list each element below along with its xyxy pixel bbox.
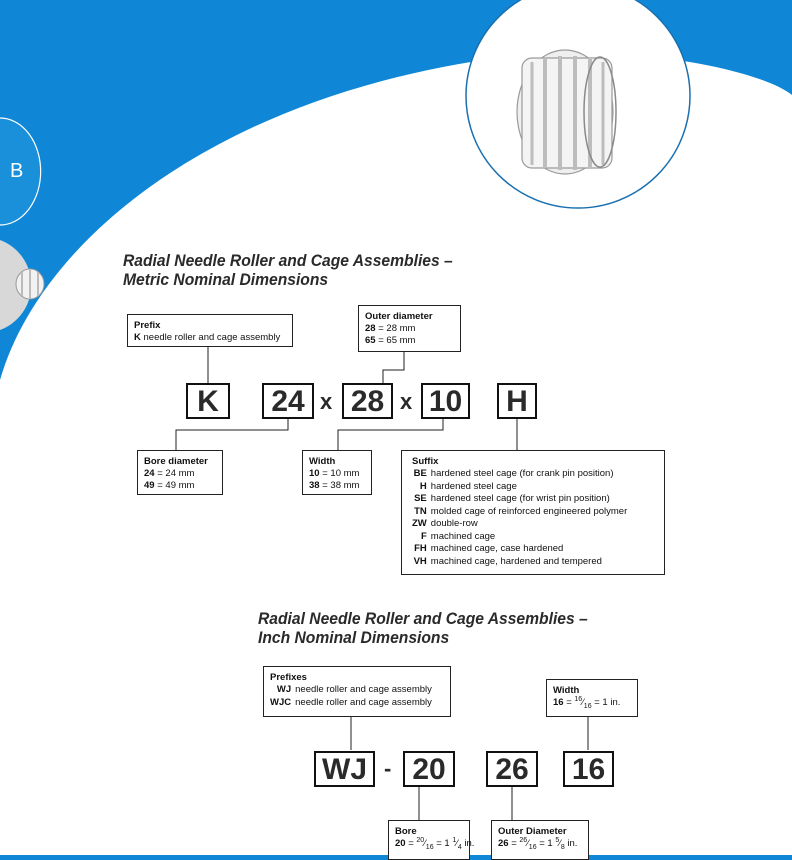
metric-title-line1: Radial Needle Roller and Cage Assemblies – xyxy=(123,251,453,270)
width-text-1: = 10 mm xyxy=(319,468,360,479)
metric-title-line2: Metric Nominal Dimensions xyxy=(123,270,329,289)
inch-width-eq: = xyxy=(563,697,575,708)
code-suffix-h: H xyxy=(497,383,537,419)
width-heading: Width xyxy=(309,456,336,467)
prefix-code: WJC xyxy=(270,696,292,708)
prefixes-list xyxy=(270,684,432,709)
inch-bore-unit: in. xyxy=(461,838,475,849)
code-width-16: 16 xyxy=(563,751,614,787)
prefix-row xyxy=(270,697,432,710)
outer-key-2: 65 xyxy=(365,335,376,346)
inch-bore-heading: Bore xyxy=(395,826,417,837)
inch-outer-fnum: 5 xyxy=(555,836,560,844)
suffix-desc: double-row xyxy=(430,518,478,529)
code-width-10: 10 xyxy=(421,383,470,419)
inch-width-box: Width $16 = ^{16}⁄_{16} = 1$ in. xyxy=(546,679,638,717)
inch-outer-unit: in. xyxy=(564,838,578,849)
suffix-desc: hardened steel cage xyxy=(430,480,517,492)
inch-title-line1: Radial Needle Roller and Cage Assemblies – xyxy=(258,609,588,628)
code-prefix-wj: WJ xyxy=(314,751,375,787)
inch-outer-den: 16 xyxy=(528,843,537,851)
suffix-code: H xyxy=(419,480,427,492)
small-roller-icon xyxy=(16,269,44,299)
suffix-row xyxy=(412,556,627,569)
suffix-desc: hardened steel cage (for crank pin position) xyxy=(430,468,614,479)
width-key-1: 10 xyxy=(309,468,320,479)
code-bore-20: 20 xyxy=(403,751,455,787)
suffix-code: TN xyxy=(414,505,427,517)
inch-bore-den: 16 xyxy=(425,843,434,851)
outer-diameter-box xyxy=(358,305,461,352)
prefix-heading: Prefix xyxy=(134,320,161,331)
suffix-desc: machined cage, hardened and tempered xyxy=(430,555,602,567)
outer-text-1: = 28 mm xyxy=(375,323,416,334)
suffix-box xyxy=(401,450,665,575)
suffix-row xyxy=(412,468,627,481)
suffix-code: ZW xyxy=(412,518,427,529)
suffix-row xyxy=(412,518,627,531)
suffix-code: F xyxy=(420,530,427,542)
bore-text-1: = 24 mm xyxy=(154,468,195,479)
inch-bore-fden: 4 xyxy=(457,843,462,851)
white-panel xyxy=(0,53,792,855)
suffix-heading: Suffix xyxy=(412,456,439,467)
prefix-row xyxy=(270,684,432,697)
inch-bore-eq: = xyxy=(405,838,417,849)
inch-width-tail: = 1 in. xyxy=(591,697,621,708)
needle-roller-cage-image xyxy=(517,50,616,174)
suffix-desc: molded cage of reinforced engineered polymer xyxy=(430,505,628,517)
inch-bore-fnum: 1 xyxy=(452,836,457,844)
inch-width-num: 16 xyxy=(574,695,583,703)
inch-outer-fden: 8 xyxy=(560,843,565,851)
suffix-row xyxy=(412,481,627,494)
inch-width-key: 16 xyxy=(553,697,564,708)
suffix-row xyxy=(412,531,627,544)
prefix-code: WJ xyxy=(276,684,292,695)
section-tab-letter: B xyxy=(10,160,24,182)
inch-bore-key: 20 xyxy=(395,838,406,849)
inch-outer-heading: Outer Diameter xyxy=(498,826,567,837)
prefixes-heading: Prefixes xyxy=(270,672,307,683)
code-bore-24: 24 xyxy=(262,383,314,419)
inch-bore-box: Bore $20 = ^{20}⁄_{16} = 1$ $^1⁄_4$ in. xyxy=(388,820,470,860)
prefix-desc: needle roller and cage assembly xyxy=(295,696,432,708)
inch-outer-eq: = xyxy=(508,838,520,849)
suffix-code: FH xyxy=(414,543,427,554)
prefix-box xyxy=(127,314,293,347)
bore-text-2: = 49 mm xyxy=(154,480,195,491)
code-prefix-k: K xyxy=(186,383,230,419)
suffix-row xyxy=(412,493,627,506)
suffix-code: VH xyxy=(413,555,427,567)
code-outer-28: 28 xyxy=(342,383,393,419)
code-outer-26: 26 xyxy=(486,751,538,787)
bore-heading: Bore diameter xyxy=(144,456,208,467)
bore-key-2: 49 xyxy=(144,480,155,491)
suffix-code: SE xyxy=(414,493,427,504)
suffix-desc: hardened steel cage (for wrist pin position) xyxy=(430,493,610,504)
inch-width-den: 16 xyxy=(583,702,592,710)
separator-x-1: x xyxy=(320,389,333,414)
suffix-row xyxy=(412,506,627,519)
outer-text-2: = 65 mm xyxy=(375,335,416,346)
inch-bore-num: 20 xyxy=(416,836,425,844)
bore-key-1: 24 xyxy=(144,468,155,479)
inch-title-line2: Inch Nominal Dimensions xyxy=(258,628,450,647)
outer-key-1: 28 xyxy=(365,323,376,334)
width-key-2: 38 xyxy=(309,480,320,491)
suffix-code: BE xyxy=(413,468,427,479)
bore-diameter-box xyxy=(137,450,223,495)
inch-bore-tail: = 1 xyxy=(433,838,453,849)
inch-outer-tail: = 1 xyxy=(536,838,556,849)
width-box xyxy=(302,450,372,495)
suffix-desc: machined cage xyxy=(430,530,496,542)
suffix-list xyxy=(412,468,627,568)
prefix-desc: needle roller and cage assembly xyxy=(140,332,281,343)
width-text-2: = 38 mm xyxy=(319,480,360,491)
inch-outer-num: 26 xyxy=(519,836,528,844)
inch-width-heading: Width xyxy=(553,685,580,696)
suffix-row xyxy=(412,543,627,556)
outer-heading: Outer diameter xyxy=(365,311,433,322)
prefix-desc: needle roller and cage assembly xyxy=(295,684,432,695)
separator-dash: - xyxy=(384,756,392,781)
prefix-key: K xyxy=(134,332,141,343)
inch-outer-key: 26 xyxy=(498,838,509,849)
separator-x-2: x xyxy=(400,389,413,414)
prefixes-box xyxy=(263,666,451,717)
inch-outer-box: Outer Diameter $26 = ^{26}⁄_{16} = 1$ $^5⁄_8$ in. xyxy=(491,820,589,860)
suffix-desc: machined cage, case hardened xyxy=(430,543,564,554)
